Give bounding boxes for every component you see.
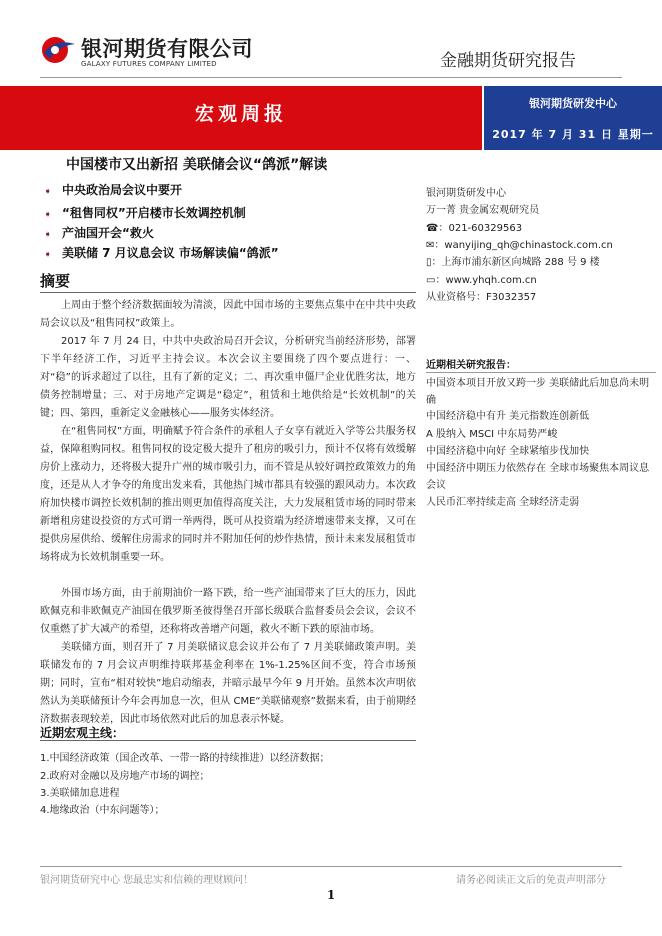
related-report-item[interactable]: 中国经济中期压力依然存在 全球市场聚焦本周议息会议 [426,463,650,491]
contact-email[interactable]: ✉：wanyijing_qh@chinastock.com.cn [426,240,613,251]
page-number: 1 [326,888,336,902]
galaxy-logo-icon [40,35,76,65]
analyst-name: 万一菁 贵金属宏观研究员 [426,205,540,216]
contact-phone: ☎：021-60329563 [426,223,523,234]
report-date: 2017 年 7 月 31 日 星期一 [492,128,654,141]
key-point: ➧ “租售同权”开启楼市长效调控机制 [44,206,246,220]
arrow-bullet-icon: ➧ [44,250,52,260]
phone-icon: ☎： [426,223,449,234]
key-point: ➧ 产油国开会“救火 [44,226,154,240]
mainline-item: 1.中国经济政策（国企改革、一带一路的持续推进）以经济数据； [40,753,330,764]
contact-website[interactable]: ▭：www.yhqh.com.cn [426,275,537,286]
related-report-item[interactable]: 人民币汇率持续走高 全球经济走弱 [426,497,580,508]
related-report-item[interactable]: 中国经济稳中向好 全球紧缩步伐加快 [426,446,590,457]
company-name-cn: 银河期货有限公司 [81,37,253,61]
abstract-heading: 摘要 [40,272,71,290]
mail-icon: ✉： [426,240,445,251]
abstract-paragraph: 外围市场方面，由于前期油价一路下跌，给一些产油国带来了巨大的压力，因此欧佩克和非欧佩克产油国在俄罗斯圣彼得堡召开部长级联合监督委员会会议，会议不仅重燃了扩大减产的希望，还称将改善增产问题，救火不断下跌的原油市场。 [40,588,416,635]
abstract-paragraph: 美联储方面，则召开了 7 月美联储议息会议并公布了 7 月美联储政策声明。美联储发布的 7 月会议声明维持联邦基金利率在 1%-1.25%区间不变，符合市场预期；同时，宣布“相对较快”地启动缩表，并暗示最早今年 9 月开始。虽然本次声明依然认为美联储预计今年会再加息一次，但从 CME“美联储观察”数据来看，由于前期经济数据表现较差，因此市场依然对此后的加息表示怀疑。 [40,642,416,725]
related-report-item[interactable]: A 股纳入 MSCI 中东局势严峻 [426,429,558,440]
company-name-en: GALAXY FUTURES COMPANY LIMITED [81,60,217,68]
mainline-divider [40,740,416,741]
related-report-item[interactable]: 中国资本项目开放又跨一步 美联储此后加息尚未明确 [426,378,650,406]
report-type: 金融期货研究报告 [440,51,576,71]
department-name: 银河期货研发中心 [529,97,617,110]
contact-org: 银河期货研发中心 [426,188,506,199]
related-reports-divider [426,372,656,373]
abstract-paragraph: 2017 年 7 月 24 日，中共中央政治局召开会议，分析研究当前经济形势，部署下半年经济工作，习近平主持会议。本次会议主要围绕了四个要点进行：一、对“稳”的诉求超过了以往，且有了新的定义；二、再次重申僵尸企业优胜劣汰，地方债务控制增量；三、对于房地产定调是“稳定”，租赁和土地供给是“长效机制”的关键；四、第四，重新定义金融核心——服务实体经济。 [40,336,416,419]
abstract-divider [40,292,416,293]
mainline-item: 4.地缘政治（中东问题等）； [40,805,165,816]
computer-icon: ▭： [426,275,446,286]
license-number: 从业资格号：F3032357 [426,292,537,303]
abstract-paragraph: 在“租售同权”方面，明确赋予符合条件的承租人子女享有就近入学等公共服务权益，保障租购同权。租售同权的设定极大提升了租房的吸引力，预计不仅将有效缓解房价上涨动力，还将极大提升广州的城市吸引力，而不管是从较好调控政策效力的角度，还是从人才争夺的角度出发来看，其他热门城市都具有较强的跟风动力。本次政府加快楼市调控长效机制的推出则更加值得高度关注，大力发展租赁市场的同时带来新增租房建设投资的方式可谓一举两得，既可从投资端为经济增速带来支撑，又可在提供房屋供给、缓解住房需求的同时并不附加任何的炒作热情，预计未来发展租赁市场将成为长效机制重要一环。 [40,426,416,563]
footer-divider [40,866,622,867]
mainline-item: 2.政府对金融以及房地产市场的调控； [40,771,210,782]
abstract-paragraph: 上周由于整个经济数据面较为清淡，因此中国市场的主要焦点集中在中共中央政局会议以及“租售同权”政策上。 [40,300,416,329]
contact-address: ▯：上海市浦东新区向城路 288 号 9 楼 [426,257,600,268]
arrow-bullet-icon: ➧ [44,230,52,240]
headline: 中国楼市又出新招 美联储会议“鸽派”解读 [66,157,328,173]
header-divider [40,77,622,78]
mainline-item: 3.美联储加息进程 [40,788,120,799]
key-point: ➧ 美联储 7 月议息会议 市场解读偏“鸽派” [44,246,279,260]
mainline-heading: 近期宏观主线： [40,726,125,740]
key-point: ➧ 中央政治局会议中要开 [44,183,183,197]
arrow-bullet-icon: ➧ [44,187,52,197]
footer-disclaimer: 请务必阅读正文后的免责声明部分 [456,875,606,886]
footer-slogan: 银河期货研究中心 您最忠实和信赖的理财顾问！ [40,875,254,886]
related-report-item[interactable]: 中国经济稳中有升 美元指数连创新低 [426,411,590,422]
report-title: 宏观周报 [194,103,287,125]
related-reports-heading: 近期相关研究报告： [426,360,516,371]
arrow-bullet-icon: ➧ [44,210,52,220]
book-icon: ▯： [426,257,442,268]
